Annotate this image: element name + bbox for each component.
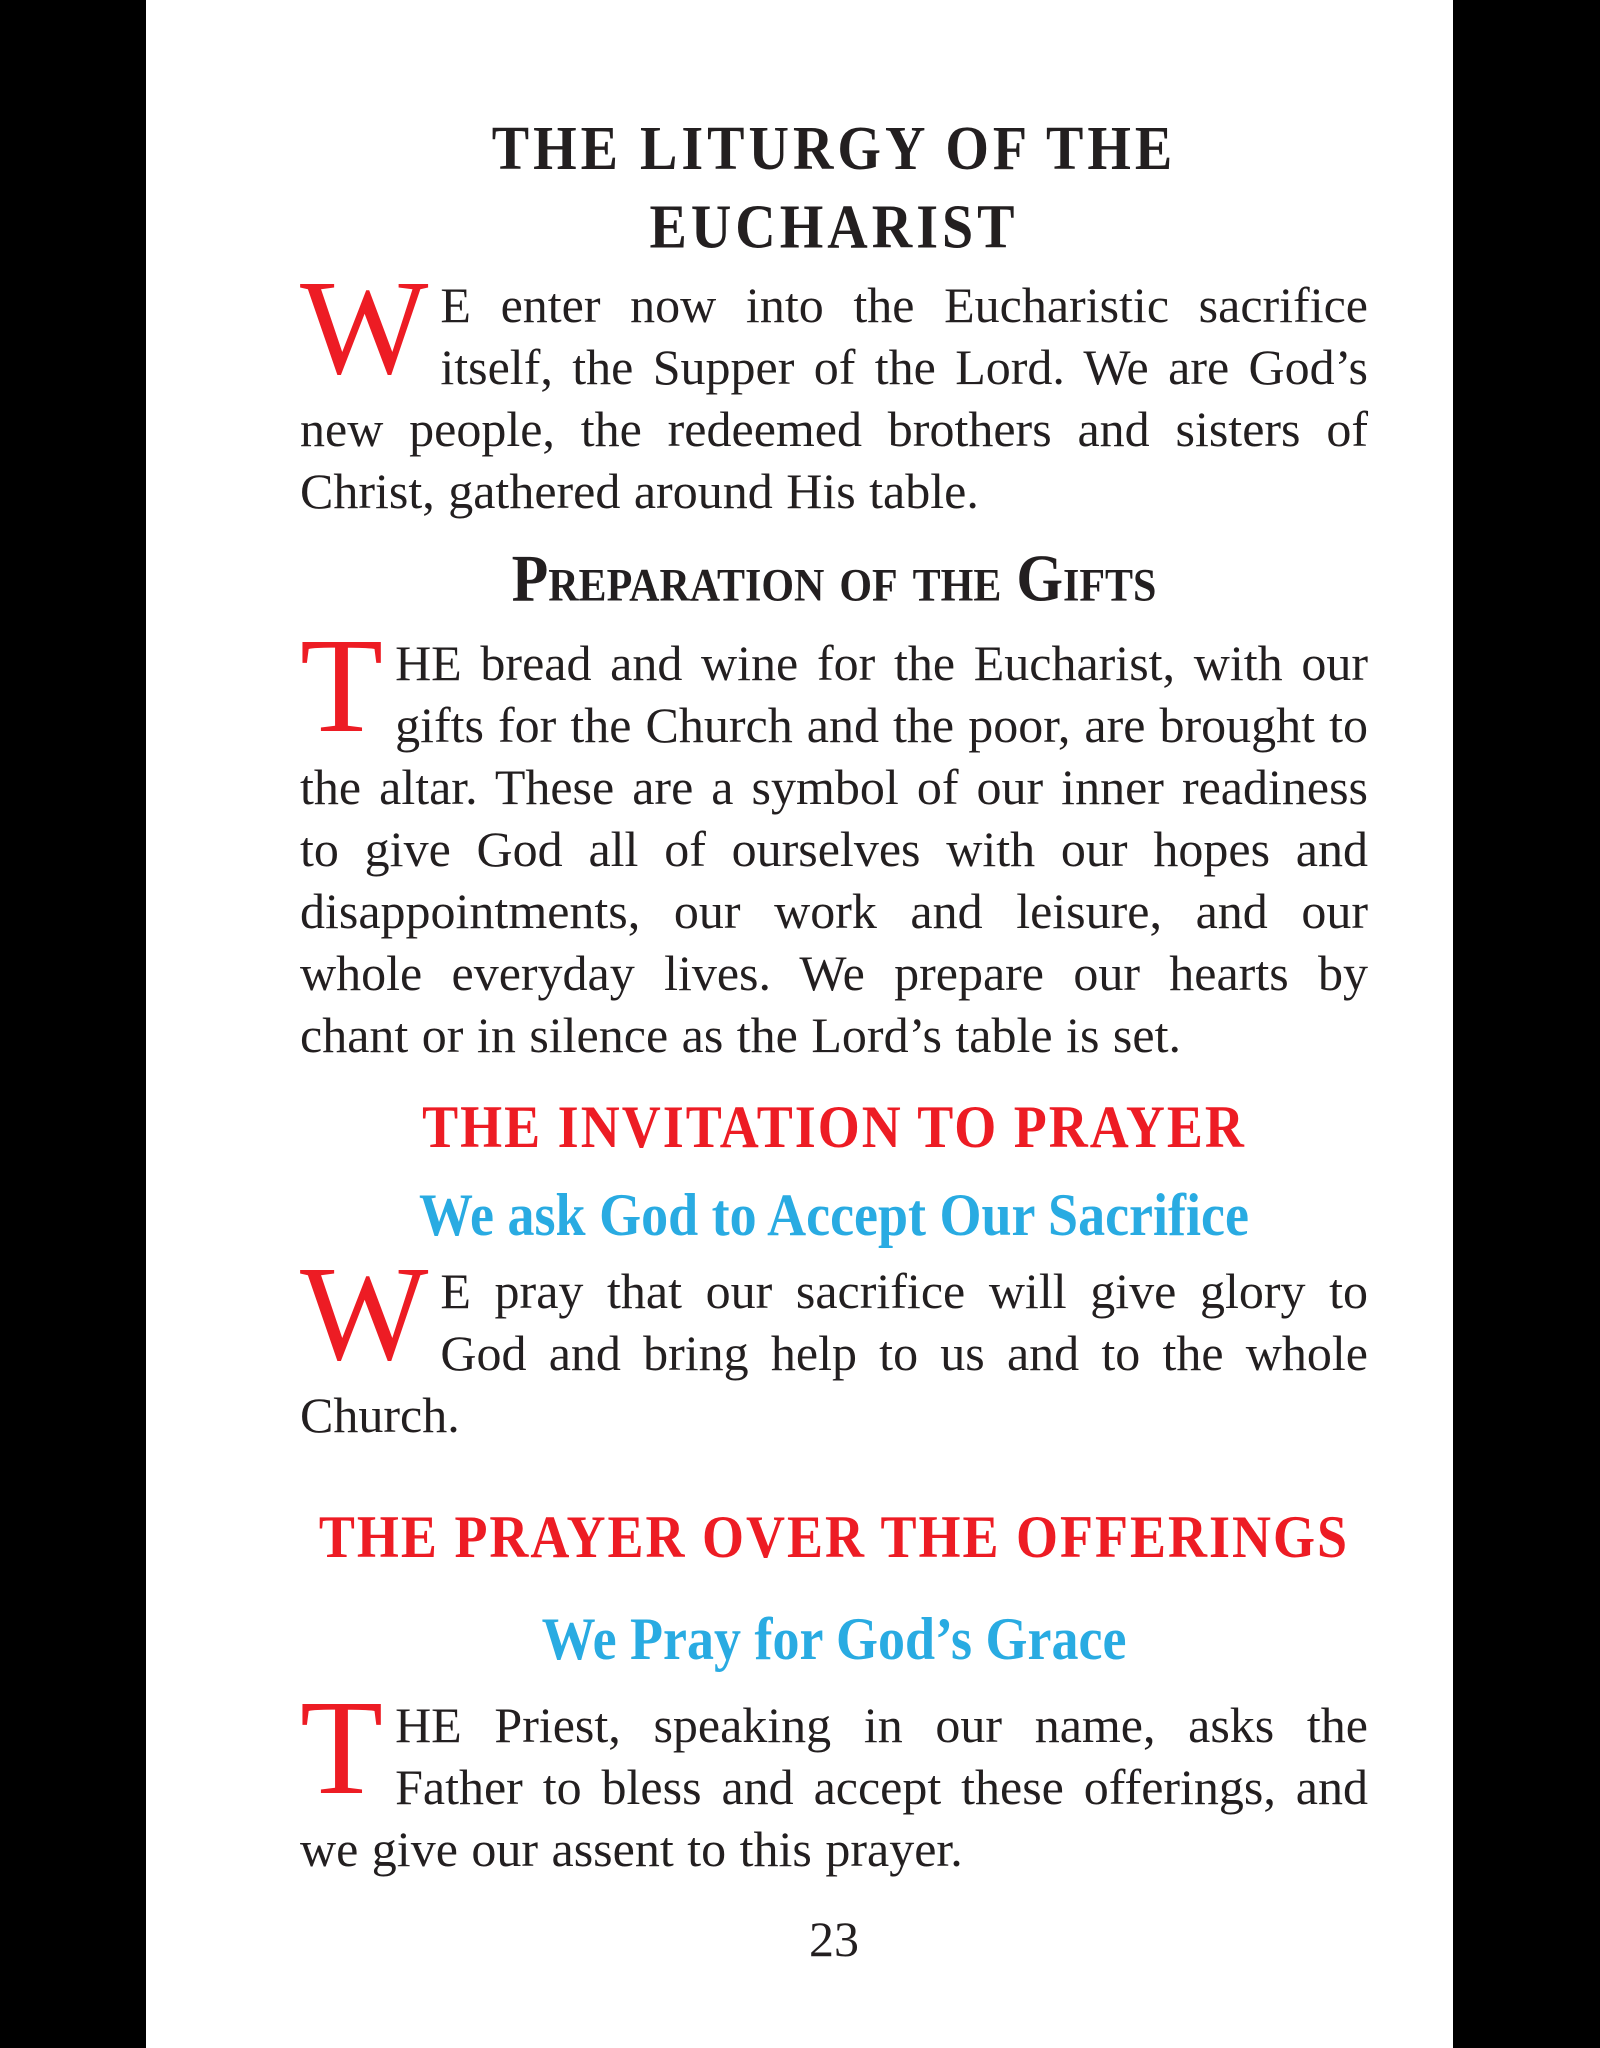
page-number: 23 [809,1911,859,1967]
drop-cap-invitation: W [300,1239,429,1389]
paragraph-preparation-text: HE bread and wine for the Eucharist, with our gifts for the Church and the poor, are brought to the altar. These are a symbol of our inner readiness to give God all of ourselves with our hopes and disappointments, our work and leisure, and our whole everyday lives. We prepare our hearts by chant or in silence as the Lord’s table is set. [300,635,1368,1063]
heading-prayer-over-the-offerings: THE PRAYER OVER THE OFFERINGS [318,1503,1350,1571]
paragraph-offerings-text: HE Priest, speaking in our name, asks the Father to bless and accept these offerings, and we give our assent to this prayer. [300,1697,1368,1877]
subheading-we-ask-god-to-accept-our-sacrifice: We ask God to Accept Our Sacrifice [419,1181,1249,1249]
subheading-we-pray-for-gods-grace: We Pray for God’s Grace [541,1605,1127,1673]
drop-cap-preparation: T [300,611,384,761]
paragraph-invitation [300,1239,1368,1446]
drop-cap-offerings: T [300,1673,384,1823]
section-heading-preparation-of-the-gifts: Preparation of the Gifts [511,541,1157,615]
paragraph-intro-text: E enter now into the Eucharistic sacrifice itself, the Supper of the Lord. We are God’s new people, the redeemed brothers and sisters of Christ, gathered around His table. [300,277,1368,519]
paragraph-offerings [300,1673,1368,1880]
paragraph-preparation [300,611,1368,1066]
drop-cap-intro: W [300,253,429,403]
heading-invitation-to-prayer: THE INVITATION TO PRAYER [422,1093,1246,1161]
text-block [300,114,1368,1970]
book-page [146,0,1453,2048]
paragraph-invitation-text: E pray that our sacrifice will give glory to God and bring help to us and to the whole Church. [300,1263,1368,1443]
page-title: THE LITURGY OF THE EUCHARIST [491,114,1177,262]
paragraph-intro [300,253,1368,522]
